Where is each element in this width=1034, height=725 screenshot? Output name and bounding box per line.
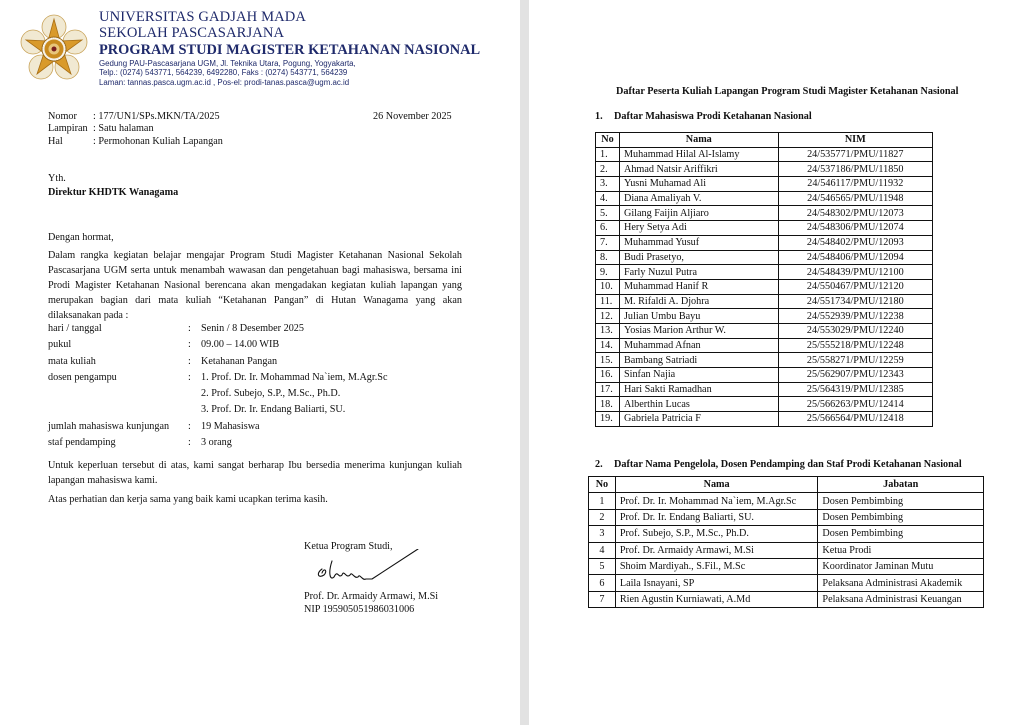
meta-value: : 177/UN1/SPs.MKN/TA/2025: [93, 111, 220, 122]
header-nama: Nama: [615, 477, 818, 493]
university-name: UNIVERSITAS GADJAH MADA: [99, 9, 307, 25]
cell-nim: 24/551734/PMU/12180: [778, 294, 932, 309]
cell-no: 5.: [596, 206, 620, 221]
cell-no: 19.: [596, 412, 620, 427]
website-line: Laman: tannas.pasca.ugm.ac.id , Pos-el: prodi-tanas.pasca@ugm.ac.id: [99, 77, 350, 87]
cell-no: 14.: [596, 338, 620, 353]
table-header-row: [596, 133, 933, 148]
cell-nama: Farly Nuzul Putra: [619, 265, 778, 280]
table-row: [596, 206, 933, 221]
cell-nim: 25/566564/PMU/12418: [778, 412, 932, 427]
cell-no: 17.: [596, 382, 620, 397]
closing: Atas perhatian dan kerja sama yang baik kami ucapkan terima kasih.: [48, 494, 328, 505]
cell-nama: Diana Amaliyah V.: [619, 191, 778, 206]
cell-nama: Rien Agustin Kurniawati, A.Md: [615, 591, 818, 607]
table-row: [596, 412, 933, 427]
meta-key: Nomor: [48, 111, 77, 122]
cell-no: 12.: [596, 309, 620, 324]
cell-nama: Julian Umbu Bayu: [619, 309, 778, 324]
cell-no: 6.: [596, 221, 620, 236]
body-request: Untuk keperluan tersebut di atas, kami sangat berharap Ibu bersedia menerima kunjungan kuliah lapangan mahasiswa kami.: [48, 460, 462, 486]
cell-nama: Yusni Muhamad Ali: [619, 177, 778, 192]
detail-sep: :: [188, 420, 191, 432]
phone-line: Telp.: (0274) 543771, 564239, 6492280, Faks : (0274) 543771, 564239: [99, 68, 348, 78]
table-row: [596, 338, 933, 353]
cell-no: 4.: [596, 191, 620, 206]
section2-title: Daftar Nama Pengelola, Dosen Pendamping dan Staf Prodi Ketahanan Nasional: [614, 459, 962, 470]
section2-heading: [595, 459, 962, 470]
cell-no: 15.: [596, 353, 620, 368]
header-no: No: [596, 133, 620, 148]
table-row: [596, 368, 933, 383]
cell-no: 8.: [596, 250, 620, 265]
meta-row-nomor: [48, 111, 223, 123]
cell-nim: 24/548306/PMU/12074: [778, 221, 932, 236]
cell-jabatan: Pelaksana Administrasi Keuangan: [818, 591, 984, 607]
signatory-name: Prof. Dr. Armaidy Armawi, M.Si: [304, 591, 439, 602]
cell-nim: 24/548439/PMU/12100: [778, 265, 932, 280]
cell-nama: Muhammad Hanif R: [619, 279, 778, 294]
table-row: [596, 353, 933, 368]
cell-no: 9.: [596, 265, 620, 280]
meta-row-hal: [48, 136, 223, 148]
cell-no: 2: [589, 509, 616, 525]
cell-nim: 25/555218/PMU/12248: [778, 338, 932, 353]
activity-details: [48, 321, 387, 451]
table-row: [589, 542, 984, 558]
greeting: Dengan hormat,: [48, 232, 114, 243]
table-row: [596, 235, 933, 250]
cell-no: 4: [589, 542, 616, 558]
signatory-block: [304, 591, 438, 616]
cell-jabatan: Ketua Prodi: [818, 542, 984, 558]
table-row: [596, 309, 933, 324]
cell-jabatan: Dosen Pembimbing: [818, 509, 984, 525]
school-name: SEKOLAH PASCASARJANA: [99, 25, 285, 41]
detail-value: 2. Prof. Subejo, S.P., M.Sc., Ph.D.: [201, 388, 341, 400]
detail-sep: [188, 402, 201, 418]
signatory-nip: NIP 195905051986031006: [304, 603, 415, 615]
table-row: [589, 558, 984, 574]
table-row: [596, 177, 933, 192]
table-header-row: [589, 477, 984, 493]
cell-no: 7.: [596, 235, 620, 250]
cell-nama: Alberthin Lucas: [619, 397, 778, 412]
detail-key: [48, 402, 188, 418]
detail-value: 1. Prof. Dr. Ir. Mohammad Na`iem, M.Agr.Sc: [201, 371, 388, 383]
detail-key: dosen pengampu: [48, 371, 117, 383]
table-row: [596, 147, 933, 162]
cell-nama: Gilang Faijin Aljiaro: [619, 206, 778, 221]
detail-row: [48, 337, 387, 353]
meta-row-lampiran: [48, 123, 223, 135]
student-table: [595, 132, 933, 427]
table-row: [589, 493, 984, 509]
cell-no: 6: [589, 575, 616, 591]
cell-nim: 25/558271/PMU/12259: [778, 353, 932, 368]
detail-row: [48, 386, 387, 402]
cell-no: 11.: [596, 294, 620, 309]
detail-key: jumlah mahasiswa kunjungan: [48, 420, 170, 432]
meta-value: : Permohonan Kuliah Lapangan: [93, 135, 223, 147]
recipient: Direktur KHDTK Wanagama: [48, 187, 179, 198]
detail-sep: :: [188, 323, 191, 334]
detail-key: staf pendamping: [48, 437, 116, 449]
ugm-emblem-icon: [20, 12, 88, 84]
cell-nim: 24/553029/PMU/12240: [778, 323, 932, 338]
section1-number: 1.: [595, 111, 603, 122]
table-row: [589, 509, 984, 525]
staff-table: [588, 476, 984, 608]
table-row: [596, 279, 933, 294]
cell-nama: Yosias Marion Arthur W.: [619, 323, 778, 338]
detail-row: [48, 402, 387, 418]
cell-nama: Prof. Dr. Ir. Mohammad Na`iem, M.Agr.Sc: [615, 493, 818, 509]
signature-icon: [314, 549, 424, 591]
cell-nama: Sinfan Najia: [619, 368, 778, 383]
cell-jabatan: Dosen Pembimbing: [818, 493, 984, 509]
page-divider: [520, 0, 529, 725]
cell-nim: 24/548302/PMU/12073: [778, 206, 932, 221]
cell-no: 18.: [596, 397, 620, 412]
detail-sep: :: [188, 437, 191, 449]
cell-nama: Ahmad Natsir Ariffikri: [619, 162, 778, 177]
detail-value: 3. Prof. Dr. Ir. Endang Baliarti, SU.: [201, 404, 346, 416]
table-row: [596, 323, 933, 338]
table-row: [589, 575, 984, 591]
meta-key: Hal: [48, 135, 63, 147]
cell-no: 16.: [596, 368, 620, 383]
detail-key: [48, 386, 188, 402]
section2-number: 2.: [595, 459, 603, 470]
cell-nim: 24/546117/PMU/11932: [778, 177, 932, 192]
detail-row: [48, 370, 387, 386]
cell-nama: Budi Prasetyo,: [619, 250, 778, 265]
table-row: [596, 265, 933, 280]
section1-heading: [595, 111, 812, 122]
cell-nim: 24/548402/PMU/12093: [778, 235, 932, 250]
cell-nim: 24/550467/PMU/12120: [778, 279, 932, 294]
detail-value: 3 orang: [201, 437, 232, 449]
cell-no: 1: [589, 493, 616, 509]
detail-key: pukul: [48, 339, 72, 351]
cell-nama: Prof. Dr. Ir. Endang Baliarti, SU.: [615, 509, 818, 525]
detail-value: 19 Mahasiswa: [201, 420, 260, 432]
cell-nama: Hari Sakti Ramadhan: [619, 382, 778, 397]
cell-jabatan: Pelaksana Administrasi Akademik: [818, 575, 984, 591]
cell-nama: M. Rifaldi A. Djohra: [619, 294, 778, 309]
table-row: [596, 162, 933, 177]
detail-value: Ketahanan Pangan: [201, 355, 278, 367]
detail-row: [48, 354, 387, 370]
cell-nama: Prof. Dr. Armaidy Armawi, M.Si: [615, 542, 818, 558]
cell-no: 5: [589, 558, 616, 574]
table-row: [596, 382, 933, 397]
table-row: [596, 294, 933, 309]
cell-nim: 25/564319/PMU/12385: [778, 382, 932, 397]
detail-row: [48, 435, 387, 451]
cell-no: 1.: [596, 147, 620, 162]
body-intro: Dalam rangka kegiatan belajar mengajar Program Studi Magister Ketahanan Nasional Sekolah Pascasarjana UGM serta untuk menambah wawasan dan pengetahuan bagi mahasiswa, bersama ini Prodi Magister Ketahanan Nasional berencana akan mengadakan kegiatan kuliah lapangan yang merupakan bagian dari mata kuliah “Ketahanan Pangan” di Hutan Wanagama yang akan dilaksanakan pada :: [48, 250, 462, 321]
cell-nim: 24/535771/PMU/11827: [778, 147, 932, 162]
cell-no: 13.: [596, 323, 620, 338]
detail-sep: [188, 386, 201, 402]
cell-nama: Bambang Satriadi: [619, 353, 778, 368]
detail-value: 09.00 – 14.00 WIB: [201, 339, 280, 351]
cell-nim: 25/562907/PMU/12343: [778, 368, 932, 383]
cell-no: 2.: [596, 162, 620, 177]
table-row: [596, 221, 933, 236]
header-jabatan: Jabatan: [818, 477, 984, 493]
table-row: [596, 250, 933, 265]
cell-no: 10.: [596, 279, 620, 294]
detail-key: mata kuliah: [48, 355, 96, 367]
cell-nama: Laila Isnayani, SP: [615, 575, 818, 591]
cell-no: 3.: [596, 177, 620, 192]
header-nim: NIM: [778, 133, 932, 148]
cell-no: 7: [589, 591, 616, 607]
cell-nama: Hery Setya Adi: [619, 221, 778, 236]
cell-nama: Muhammad Afnan: [619, 338, 778, 353]
detail-sep: :: [188, 371, 191, 383]
cell-jabatan: Koordinator Jaminan Mutu: [818, 558, 984, 574]
cell-nama: Muhammad Hilal Al-Islamy: [619, 147, 778, 162]
table-row: [596, 191, 933, 206]
meta-key: Lampiran: [48, 123, 88, 135]
signatory-title: Ketua Program Studi,: [304, 541, 393, 552]
cell-nama: Gabriela Patricia F: [619, 412, 778, 427]
header-no: No: [589, 477, 616, 493]
letterhead: [99, 9, 480, 87]
address-line: Gedung PAU-Pascasarjana UGM, Jl. Teknika Utara, Pogung, Yogyakarta,: [99, 59, 356, 68]
meta-value: : Satu halaman: [93, 123, 154, 135]
cell-nama: Prof. Subejo, S.P., M.Sc., Ph.D.: [615, 526, 818, 542]
letter-date: 26 November 2025: [373, 111, 452, 122]
detail-value: Senin / 8 Desember 2025: [201, 323, 304, 334]
salutation-to: Yth.: [48, 173, 66, 184]
cell-jabatan: Dosen Pembimbing: [818, 526, 984, 542]
cell-nim: 24/548406/PMU/12094: [778, 250, 932, 265]
attachment-title: Daftar Peserta Kuliah Lapangan Program Studi Magister Ketahanan Nasional: [616, 86, 959, 97]
detail-key: hari / tanggal: [48, 323, 102, 334]
table-row: [589, 591, 984, 607]
program-name: PROGRAM STUDI MAGISTER KETAHANAN NASIONAL: [99, 42, 481, 58]
cell-no: 3: [589, 526, 616, 542]
detail-row: [48, 321, 387, 337]
detail-row: [48, 419, 387, 435]
cell-nim: 24/546565/PMU/11948: [778, 191, 932, 206]
detail-sep: :: [188, 355, 191, 367]
letter-meta: [48, 111, 223, 148]
table-row: [596, 397, 933, 412]
cell-nim: 24/552939/PMU/12238: [778, 309, 932, 324]
cell-nim: 24/537186/PMU/11850: [778, 162, 932, 177]
table-row: [589, 526, 984, 542]
detail-sep: :: [188, 339, 191, 351]
cell-nim: 25/566263/PMU/12414: [778, 397, 932, 412]
cell-nama: Shoim Mardiyah., S.Fil., M.Sc: [615, 558, 818, 574]
header-nama: Nama: [619, 133, 778, 148]
cell-nama: Muhammad Yusuf: [619, 235, 778, 250]
section1-title: Daftar Mahasiswa Prodi Ketahanan Nasional: [614, 111, 812, 122]
